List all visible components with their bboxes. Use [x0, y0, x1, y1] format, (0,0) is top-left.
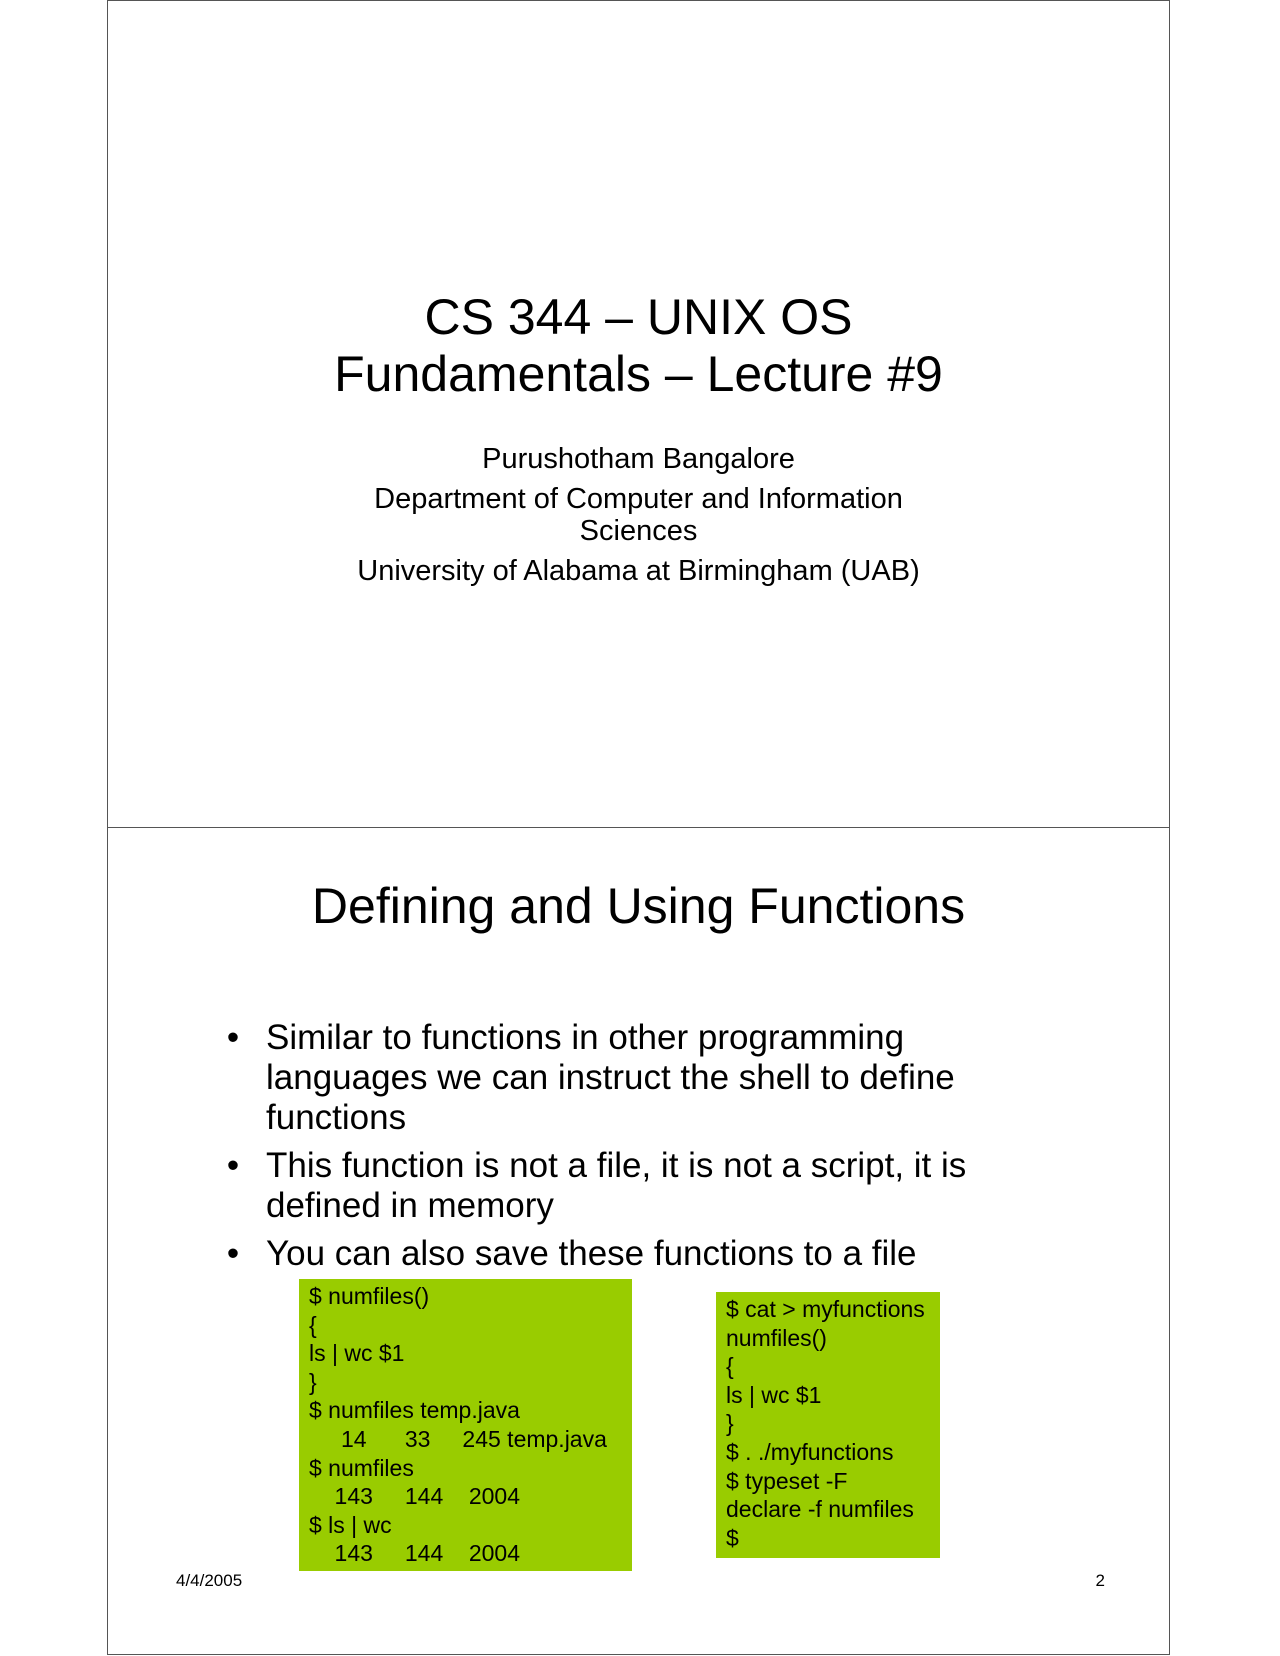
bullet-text: Similar to functions in other programming languages we can instruct the shell to define functions	[266, 1018, 955, 1137]
department-line-2: Sciences	[579, 515, 698, 547]
slide-heading: Defining and Using Functions	[311, 878, 966, 934]
bullet-icon: •	[226, 1018, 240, 1057]
lecture-title-line-1: CS 344 – UNIX OS	[424, 289, 853, 345]
university-name: University of Alabama at Birmingham (UAB)	[357, 555, 920, 587]
slide-title	[107, 0, 1170, 828]
department-line-1: Department of Computer and Information	[374, 483, 903, 515]
author-name: Purushotham Bangalore	[482, 443, 795, 475]
code-example-function-usage: $ numfiles() { ls | wc $1 } $ numfiles temp.java 14 33 245 temp.java $ numfiles 143 144 2004 $ ls | wc 143 144 2004	[299, 1279, 632, 1571]
bullet-text: This function is not a file, it is not a script, it is defined in memory	[266, 1146, 967, 1225]
bullet-list	[218, 1018, 998, 1282]
lecture-title-line-2: Fundamentals – Lecture #9	[334, 346, 943, 402]
bullet-item	[218, 1146, 998, 1226]
bullet-icon: •	[226, 1234, 240, 1273]
code-example-function-file: $ cat > myfunctions numfiles() { ls | wc $1 } $ . ./myfunctions $ typeset -F declare -f numfiles $	[716, 1292, 940, 1558]
bullet-icon: •	[226, 1146, 240, 1185]
bullet-item	[218, 1018, 998, 1138]
bullet-item	[218, 1234, 998, 1274]
slide-date: 4/4/2005	[176, 1571, 243, 1590]
slide-number: 2	[1095, 1571, 1105, 1590]
bullet-text: You can also save these functions to a file	[266, 1234, 917, 1273]
slide-functions	[107, 827, 1170, 1655]
